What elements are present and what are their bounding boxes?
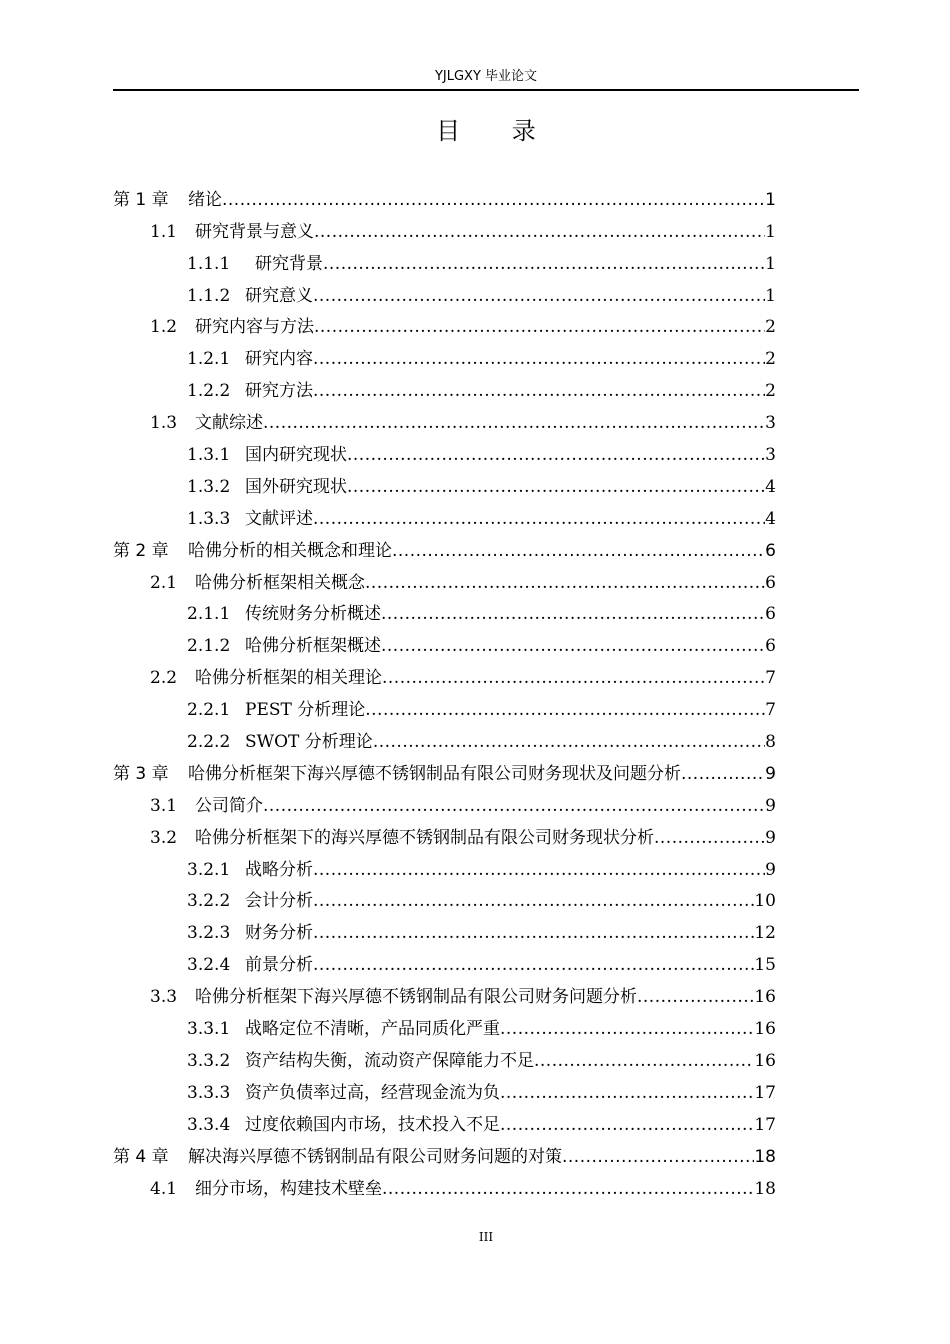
toc-entry-page: 4 bbox=[765, 508, 776, 529]
toc-entry[interactable] bbox=[113, 465, 776, 497]
toc-entry[interactable] bbox=[113, 529, 776, 561]
toc-entry-number: 3.3.2 bbox=[187, 1050, 231, 1071]
toc-entry[interactable] bbox=[113, 210, 776, 242]
toc-dot-leader bbox=[314, 317, 765, 337]
toc-entry[interactable] bbox=[113, 593, 776, 625]
toc-entry-page: 3 bbox=[765, 445, 776, 466]
toc-entry-number: 1.2.1 bbox=[187, 349, 231, 370]
toc-entry-title: 哈佛分析框架的相关理论 bbox=[195, 668, 382, 689]
toc-entry-title: SWOT 分析理论 bbox=[245, 732, 373, 753]
toc-entry-number: 3.3.4 bbox=[187, 1114, 231, 1135]
toc-entry[interactable] bbox=[113, 274, 776, 306]
toc-entry-title: 研究背景与意义 bbox=[195, 221, 314, 242]
toc-entry-number: 1.3 bbox=[150, 413, 178, 434]
toc-entry-number: 1.1.2 bbox=[187, 285, 231, 306]
toc-entry[interactable] bbox=[113, 848, 776, 880]
toc-entry-page: 6 bbox=[765, 540, 776, 561]
toc-entry[interactable] bbox=[113, 975, 776, 1007]
toc-entry-page: 16 bbox=[754, 1019, 776, 1040]
toc-entry-page: 7 bbox=[765, 668, 776, 689]
toc-dot-leader bbox=[263, 796, 765, 816]
toc-entry[interactable] bbox=[113, 369, 776, 401]
toc-dot-leader bbox=[392, 541, 765, 561]
toc-entry[interactable] bbox=[113, 816, 776, 848]
toc-entry-title: 文献评述 bbox=[245, 508, 313, 529]
toc-entry[interactable] bbox=[113, 242, 776, 274]
toc-entry[interactable] bbox=[113, 306, 776, 338]
toc-entry-title: 资产结构失衡，流动资产保障能力不足 bbox=[245, 1050, 534, 1071]
toc-entry-title: 哈佛分析框架下海兴厚德不锈钢制品有限公司财务现状及问题分析 bbox=[188, 763, 681, 784]
toc-dot-leader bbox=[313, 286, 765, 306]
toc-entry-page: 18 bbox=[754, 1146, 776, 1167]
toc-entry-number: 3.2.2 bbox=[187, 891, 231, 912]
toc-dot-leader bbox=[263, 413, 765, 433]
toc-entry-title: 哈佛分析框架相关概念 bbox=[195, 572, 365, 593]
toc-entry-title: 国内研究现状 bbox=[245, 445, 347, 466]
toc-entry-page: 10 bbox=[754, 891, 776, 912]
toc-entry-page: 17 bbox=[754, 1114, 776, 1135]
toc-entry[interactable] bbox=[113, 178, 776, 210]
toc-entry-page: 18 bbox=[754, 1178, 776, 1199]
toc-entry-number: 3.3.1 bbox=[187, 1019, 231, 1040]
toc-dot-leader bbox=[637, 987, 754, 1007]
toc-dot-leader bbox=[381, 636, 765, 656]
toc-entry-page: 9 bbox=[765, 795, 776, 816]
toc-entry-number: 4.1 bbox=[150, 1178, 178, 1199]
toc-entry-number: 1.1.1 bbox=[187, 253, 231, 274]
toc-entry-page: 6 bbox=[765, 572, 776, 593]
toc-entry-number: 3.2 bbox=[150, 827, 178, 848]
toc-entry-page: 16 bbox=[754, 1050, 776, 1071]
toc-dot-leader bbox=[313, 891, 754, 911]
toc-dot-leader bbox=[365, 700, 765, 720]
toc-entry-title: 哈佛分析的相关概念和理论 bbox=[188, 540, 392, 561]
toc-entry-number: 第 3 章 bbox=[113, 763, 169, 784]
page-header: YJLGXY 毕业论文 bbox=[434, 69, 538, 84]
page-number: III bbox=[478, 1230, 494, 1244]
toc-dot-leader bbox=[313, 349, 765, 369]
toc-entry-title: 战略定位不清晰，产品同质化严重 bbox=[245, 1019, 500, 1040]
toc-entry[interactable] bbox=[113, 752, 776, 784]
toc-entry[interactable] bbox=[113, 337, 776, 369]
toc-entry[interactable] bbox=[113, 561, 776, 593]
toc-entry-number: 3.2.3 bbox=[187, 923, 231, 944]
toc-dot-leader bbox=[347, 445, 765, 465]
toc-entry-title: 会计分析 bbox=[245, 891, 313, 912]
toc-entry-title: 过度依赖国内市场，技术投入不足 bbox=[245, 1114, 500, 1135]
toc-entry-number: 1.2 bbox=[150, 317, 178, 338]
toc-entry-title: 研究内容 bbox=[245, 349, 313, 370]
toc-entry-title: 研究方法 bbox=[245, 381, 313, 402]
toc-entry[interactable] bbox=[113, 497, 776, 529]
toc-dot-leader bbox=[347, 477, 765, 497]
toc-entry-number: 2.2.1 bbox=[187, 700, 231, 721]
toc-entry-page: 2 bbox=[765, 381, 776, 402]
toc-dot-leader bbox=[382, 668, 765, 688]
toc-entry-title: 解决海兴厚德不锈钢制品有限公司财务问题的对策 bbox=[188, 1146, 562, 1167]
toc-entry[interactable] bbox=[113, 433, 776, 465]
toc-entry-title: 绪论 bbox=[188, 189, 222, 210]
toc-entry-number: 2.1.2 bbox=[187, 636, 231, 657]
toc-entry-number: 第 1 章 bbox=[113, 189, 169, 210]
toc-entry-page: 1 bbox=[765, 253, 776, 274]
toc-entry[interactable] bbox=[113, 720, 776, 752]
toc-dot-leader bbox=[313, 509, 765, 529]
toc-dot-leader bbox=[534, 1051, 754, 1071]
toc-entry-number: 3.2.1 bbox=[187, 859, 231, 880]
toc-entry-page: 9 bbox=[765, 827, 776, 848]
toc-entry-number: 2.1 bbox=[150, 572, 178, 593]
table-of-contents bbox=[113, 178, 776, 1199]
toc-entry-title: 研究背景 bbox=[255, 253, 323, 274]
toc-dot-leader bbox=[500, 1115, 754, 1135]
toc-entry[interactable] bbox=[113, 1103, 776, 1135]
toc-entry-page: 6 bbox=[765, 604, 776, 625]
toc-entry[interactable] bbox=[113, 1007, 776, 1039]
toc-entry-title: 研究内容与方法 bbox=[195, 317, 314, 338]
header-rule bbox=[113, 89, 859, 91]
toc-entry-title: 前景分析 bbox=[245, 955, 313, 976]
toc-entry-page: 16 bbox=[754, 987, 776, 1008]
toc-entry-page: 6 bbox=[765, 636, 776, 657]
toc-entry[interactable] bbox=[113, 1135, 776, 1167]
toc-entry-page: 1 bbox=[765, 189, 776, 210]
toc-dot-leader bbox=[681, 764, 765, 784]
toc-entry-title: 细分市场，构建技术壁垒 bbox=[195, 1178, 382, 1199]
toc-entry-page: 2 bbox=[765, 349, 776, 370]
toc-entry-number: 1.3.3 bbox=[187, 508, 231, 529]
toc-entry-number: 3.1 bbox=[150, 795, 178, 816]
toc-dot-leader bbox=[313, 860, 765, 880]
toc-entry-page: 15 bbox=[754, 955, 776, 976]
toc-entry-title: 资产负债率过高，经营现金流为负 bbox=[245, 1082, 500, 1103]
toc-entry[interactable] bbox=[113, 624, 776, 656]
toc-entry-title: 哈佛分析框架下的海兴厚德不锈钢制品有限公司财务现状分析 bbox=[195, 827, 654, 848]
toc-entry[interactable] bbox=[113, 880, 776, 912]
toc-entry-page: 2 bbox=[765, 317, 776, 338]
toc-dot-leader bbox=[222, 190, 765, 210]
toc-entry[interactable] bbox=[113, 688, 776, 720]
toc-entry-page: 17 bbox=[754, 1082, 776, 1103]
toc-entry-page: 3 bbox=[765, 413, 776, 434]
toc-entry-number: 2.2 bbox=[150, 668, 178, 689]
toc-entry-number: 3.3.3 bbox=[187, 1082, 231, 1103]
toc-entry-page: 9 bbox=[765, 859, 776, 880]
toc-entry[interactable] bbox=[113, 1071, 776, 1103]
toc-dot-leader bbox=[373, 732, 765, 752]
toc-entry[interactable] bbox=[113, 656, 776, 688]
toc-entry-number: 2.1.1 bbox=[187, 604, 231, 625]
toc-dot-leader bbox=[313, 923, 754, 943]
toc-entry-number: 1.3.2 bbox=[187, 476, 231, 497]
toc-entry-page: 1 bbox=[765, 221, 776, 242]
toc-entry-title: 哈佛分析框架下海兴厚德不锈钢制品有限公司财务问题分析 bbox=[195, 987, 637, 1008]
toc-entry-number: 1.1 bbox=[150, 221, 178, 242]
toc-entry-title: 国外研究现状 bbox=[245, 476, 347, 497]
toc-dot-leader bbox=[313, 381, 765, 401]
toc-entry-page: 9 bbox=[765, 763, 776, 784]
toc-dot-leader bbox=[381, 604, 765, 624]
toc-entry-number: 3.3 bbox=[150, 987, 178, 1008]
toc-entry[interactable] bbox=[113, 401, 776, 433]
toc-entry-title: 公司简介 bbox=[195, 795, 263, 816]
toc-entry-page: 4 bbox=[765, 476, 776, 497]
toc-title: 目 录 bbox=[436, 117, 558, 145]
toc-entry-title: PEST 分析理论 bbox=[245, 700, 366, 721]
toc-entry-page: 1 bbox=[765, 285, 776, 306]
toc-entry-number: 1.3.1 bbox=[187, 445, 231, 466]
toc-entry-title: 文献综述 bbox=[195, 413, 263, 434]
toc-dot-leader bbox=[314, 222, 765, 242]
toc-entry-number: 1.2.2 bbox=[187, 381, 231, 402]
toc-entry-page: 7 bbox=[765, 700, 776, 721]
toc-dot-leader bbox=[365, 573, 765, 593]
toc-dot-leader bbox=[323, 254, 765, 274]
toc-dot-leader bbox=[313, 955, 754, 975]
toc-entry-page: 8 bbox=[765, 732, 776, 753]
toc-entry-number: 第 4 章 bbox=[113, 1146, 169, 1167]
toc-entry-page: 12 bbox=[754, 923, 776, 944]
toc-dot-leader bbox=[562, 1147, 754, 1167]
toc-entry[interactable] bbox=[113, 1167, 776, 1199]
toc-dot-leader bbox=[654, 828, 765, 848]
toc-dot-leader bbox=[500, 1019, 754, 1039]
toc-entry[interactable] bbox=[113, 1039, 776, 1071]
toc-entry[interactable] bbox=[113, 911, 776, 943]
toc-entry-number: 第 2 章 bbox=[113, 540, 169, 561]
toc-entry-number: 3.2.4 bbox=[187, 955, 231, 976]
toc-entry-title: 传统财务分析概述 bbox=[245, 604, 381, 625]
toc-entry-title: 战略分析 bbox=[245, 859, 313, 880]
toc-entry-title: 研究意义 bbox=[245, 285, 313, 306]
toc-dot-leader bbox=[500, 1083, 754, 1103]
toc-entry-title: 哈佛分析框架概述 bbox=[245, 636, 381, 657]
toc-entry-number: 2.2.2 bbox=[187, 732, 231, 753]
toc-entry-title: 财务分析 bbox=[245, 923, 313, 944]
toc-entry[interactable] bbox=[113, 943, 776, 975]
toc-dot-leader bbox=[382, 1179, 754, 1199]
toc-entry[interactable] bbox=[113, 784, 776, 816]
